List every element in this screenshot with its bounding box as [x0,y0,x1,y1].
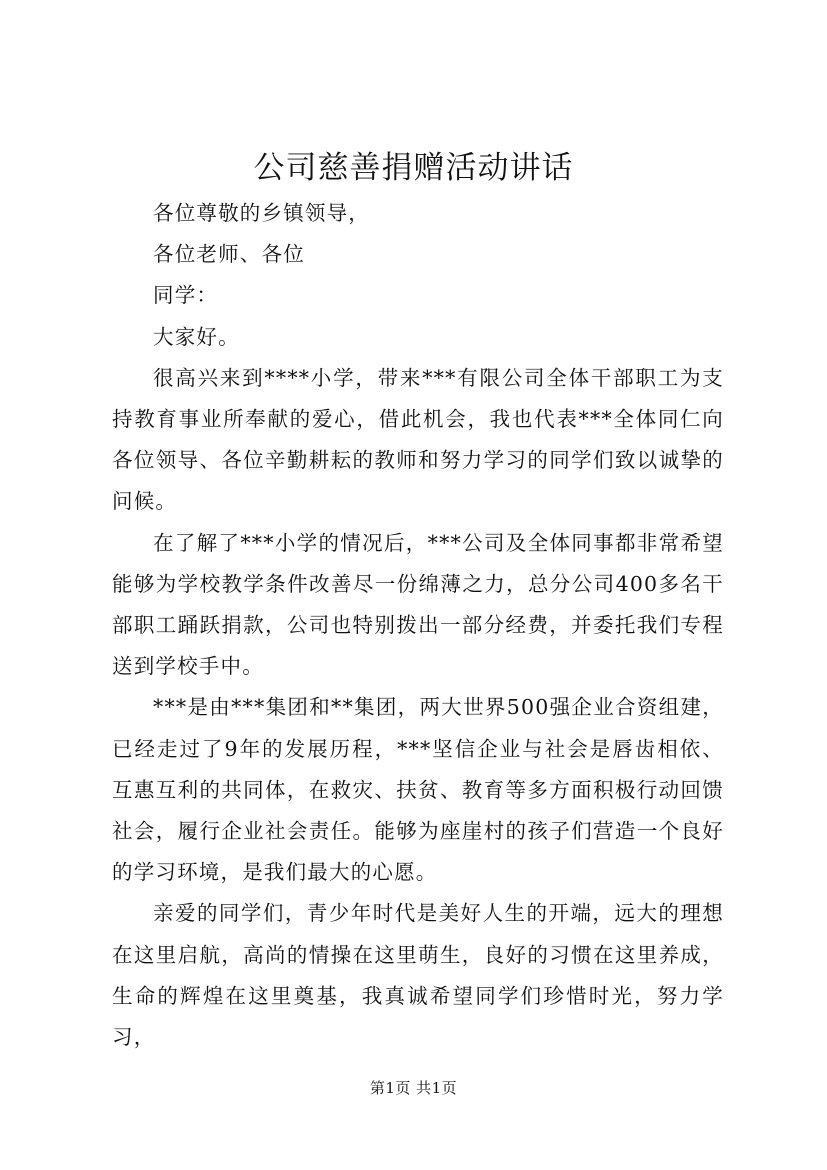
body-paragraph: ***是由***集团和**集团，两大世界500强企业合资组建，已经走过了9年的发展历程，***坚信企业与社会是唇齿相依、互惠互利的共同体，在救灾、扶贫、教育等多方面积极行动回馈社会，履行企业社会责任。能够为座崖村的孩子们营造一个良好的学习环境，是我们最大的心愿。 [112,695,724,885]
body-paragraph: 很高兴来到****小学，带来***有限公司全体干部职工为支持教育事业所奉献的爱心，借此机会，我也代表***全体同仁向各位领导、各位辛勤耕耘的教师和努力学习的同学们致以诚挚的问候。 [112,365,724,514]
body-paragraph: 在了解了***小学的情况后，***公司及全体同事都非常希望能够为学校教学条件改善尽一份绵薄之力，总分公司400多名干部职工踊跃捐款，公司也特别拨出一部分经费，并委托我们专程送到学校手中。 [112,530,724,679]
greeting-line: 大家好。 [153,324,240,349]
salutation-line: 各位老师、各位 [153,242,305,267]
document-title: 公司慈善捐赠活动讲话 [253,150,574,186]
salutation-line: 同学： [153,283,219,308]
document-body [112,193,724,1058]
page-footer: 第1页 共1页 [369,1079,458,1097]
body-paragraph: 亲爱的同学们，青少年时代是美好人生的开端，远大的理想在这里启航，高尚的情操在这里萌生，良好的习惯在这里养成，生命的辉煌在这里奠基，我真诚希望同学们珍惜时光，努力学习， [112,901,724,1050]
salutation-line: 各位尊敬的乡镇领导， [153,201,370,225]
